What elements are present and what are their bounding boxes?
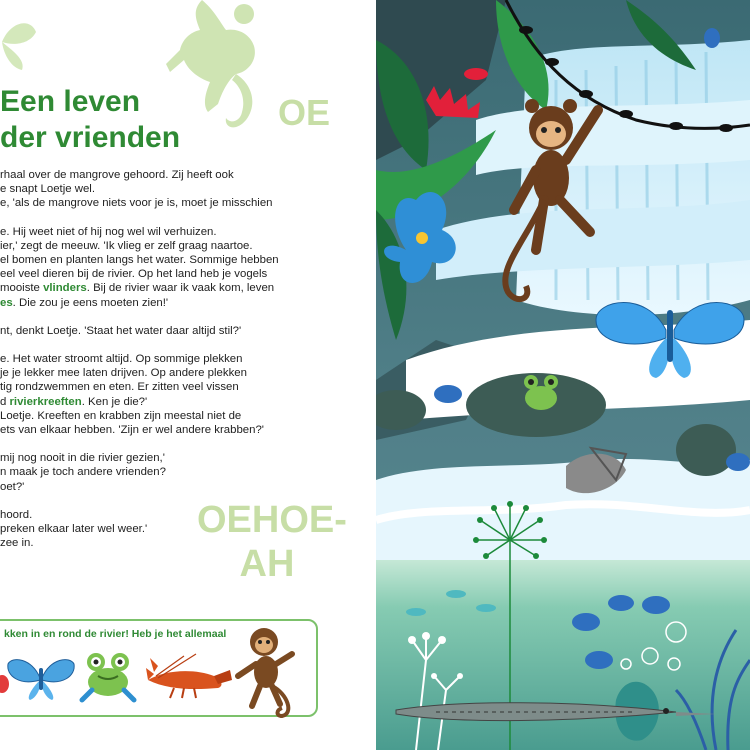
story-line: nt, denkt Loetje. 'Staat het water daar altijd stil?' — [0, 324, 242, 337]
story-line: Loetje. Kreeften en krabben zijn meestal niet de — [0, 409, 242, 422]
story-paragraph — [0, 225, 312, 310]
story-line: mij nog nooit in die rivier gezien,' — [0, 452, 165, 465]
story-line: preken elkaar later wel weer.' — [0, 523, 148, 536]
story-text-segment: . Bij de rivier waar ik vaak kom, leven — [86, 282, 275, 295]
highlighted-word: rivierkreeften — [9, 395, 82, 408]
story-line: e. Hij weet niet of hij nog wel wil verhuizen. — [0, 225, 217, 238]
story-line — [0, 281, 312, 295]
crayfish-icon — [144, 650, 234, 700]
sound-effect-oehoe-ah — [197, 498, 347, 586]
story-line: eel veel dieren bij de rivier. Op het land heb je vogels — [0, 268, 268, 281]
story-line: n maak je toch andere vrienden? — [0, 466, 166, 479]
jungle-illustration — [376, 0, 750, 750]
green-frog-icon — [78, 648, 138, 704]
story-line: e. Het water stroomt altijd. Op sommige plekken — [0, 353, 243, 366]
story-line: oet?' — [0, 480, 25, 493]
story-line — [0, 395, 312, 409]
story-line: e snapt Loetje wel. — [0, 183, 95, 196]
story-line: je je lekker mee laten drijven. Op andere plekken — [0, 367, 247, 380]
butterfly-silhouette-icon — [0, 12, 40, 72]
find-animals-label: kken in en rond de rivier! Heb je het allemaal — [4, 628, 227, 640]
story-text-segment: . Ken je die?' — [81, 395, 148, 408]
story-text-segment: mooiste — [0, 282, 44, 295]
story-text-segment: . Die zou je eens moeten zien!' — [12, 296, 169, 309]
highlighted-word: vlinders — [43, 282, 87, 295]
story-paragraph — [0, 168, 312, 211]
story-line: ets van elkaar hebben. 'Zijn er wel andere krabben?' — [0, 424, 264, 437]
blue-butterfly-icon — [6, 654, 76, 702]
story-line: ier,' zegt de meeuw. 'Ik vlieg er zelf graag naartoe. — [0, 239, 253, 252]
page-title — [0, 84, 180, 156]
sound-effect-oe: OE — [278, 92, 331, 133]
story-paragraph — [0, 352, 312, 437]
waterfall-scene — [376, 0, 750, 750]
title-line-1: Een leven — [0, 85, 141, 118]
brown-monkey-icon — [232, 624, 302, 720]
title-line-2: der vrienden — [0, 121, 181, 154]
story-line: tig rondzwemmen en eten. Er zitten veel vissen — [0, 381, 239, 394]
sound-oehoe-line-1: OEHOE- — [197, 499, 347, 541]
story-line: zee in. — [0, 537, 34, 550]
story-line — [0, 296, 312, 310]
story-line: hoord. — [0, 508, 33, 521]
story-line: el bomen en planten langs het water. Sommige hebben — [0, 254, 279, 267]
sound-oehoe-line-2: AH — [239, 543, 295, 585]
story-line: rhaal over de mangrove gehoord. Zij heeft ook — [0, 169, 234, 181]
story-paragraph — [0, 451, 312, 494]
story-paragraph — [0, 324, 312, 338]
story-text-segment: d — [0, 395, 10, 408]
highlighted-word: es — [0, 296, 13, 309]
story-line: e, 'als de mangrove niets voor je is, moet je misschien — [0, 197, 273, 210]
